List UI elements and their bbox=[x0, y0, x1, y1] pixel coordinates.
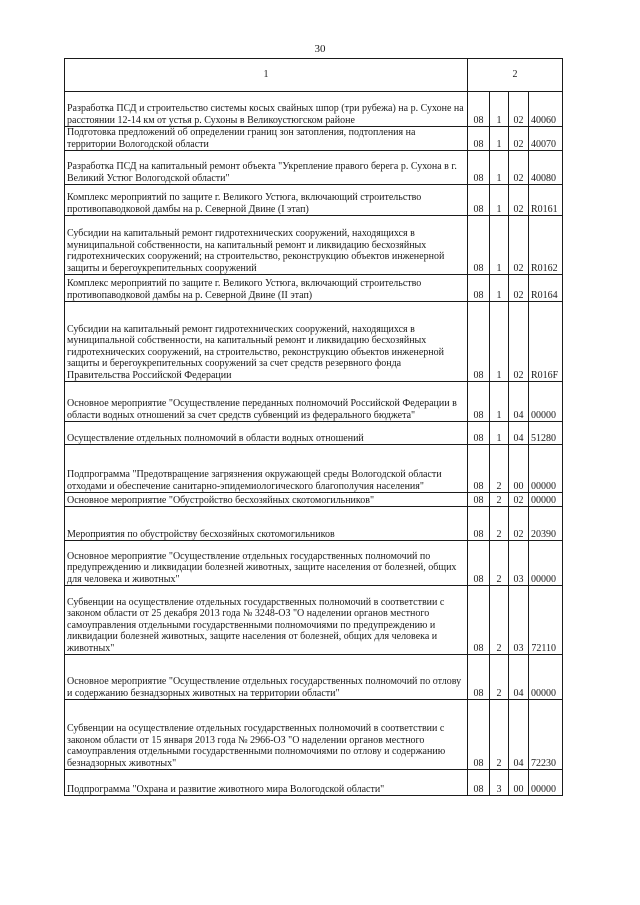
row-sub-code: 02 bbox=[509, 185, 529, 216]
row-section-code: 08 bbox=[468, 700, 490, 770]
table-row bbox=[65, 275, 563, 302]
row-section-code: 08 bbox=[468, 586, 490, 655]
row-group-code: 2 bbox=[490, 655, 509, 700]
table-row bbox=[65, 151, 563, 185]
row-group-code: 1 bbox=[490, 302, 509, 382]
row-target-code: 00000 bbox=[529, 655, 563, 700]
row-group-code: 2 bbox=[490, 541, 509, 586]
row-sub-code: 02 bbox=[509, 151, 529, 185]
table-row bbox=[65, 216, 563, 275]
row-sub-code: 02 bbox=[509, 493, 529, 507]
row-section-code: 08 bbox=[468, 185, 490, 216]
row-section-code: 08 bbox=[468, 507, 490, 541]
row-sub-code: 02 bbox=[509, 507, 529, 541]
row-target-code: 40080 bbox=[529, 151, 563, 185]
table-row bbox=[65, 445, 563, 493]
row-sub-code: 00 bbox=[509, 770, 529, 796]
header-col-2: 2 bbox=[468, 59, 563, 92]
row-section-code: 08 bbox=[468, 151, 490, 185]
row-target-code: 40060 bbox=[529, 92, 563, 127]
header-col-1: 1 bbox=[65, 59, 468, 92]
row-section-code: 08 bbox=[468, 445, 490, 493]
row-section-code: 08 bbox=[468, 770, 490, 796]
row-group-code: 2 bbox=[490, 586, 509, 655]
row-group-code: 1 bbox=[490, 185, 509, 216]
row-name: Мероприятия по обустройству бесхозяйных скотомогильников bbox=[65, 507, 468, 541]
budget-table bbox=[64, 58, 563, 796]
row-group-code: 1 bbox=[490, 92, 509, 127]
table-row bbox=[65, 586, 563, 655]
table-row bbox=[65, 92, 563, 127]
row-target-code: 00000 bbox=[529, 382, 563, 422]
row-name: Комплекс мероприятий по защите г. Великого Устюга, включающий строительство противопаводковой дамбы на р. Северной Двине (I этап) bbox=[65, 185, 468, 216]
row-sub-code: 02 bbox=[509, 302, 529, 382]
row-target-code: 00000 bbox=[529, 445, 563, 493]
row-group-code: 2 bbox=[490, 507, 509, 541]
table-row bbox=[65, 302, 563, 382]
row-section-code: 08 bbox=[468, 541, 490, 586]
row-group-code: 1 bbox=[490, 127, 509, 151]
table-row bbox=[65, 493, 563, 507]
row-name: Разработка ПСД и строительство системы косых свайных шпор (три рубежа) на р. Сухоне на расстоянии 12-14 км от устья р. Сухоны в Великоустюгском районе bbox=[65, 92, 468, 127]
table-row bbox=[65, 700, 563, 770]
row-target-code: 00000 bbox=[529, 541, 563, 586]
row-target-code: 72230 bbox=[529, 700, 563, 770]
row-name: Основное мероприятие "Осуществление отдельных государственных полномочий по предупреждению и ликвидации болезней животных, защите населения от болезней, общих для человека и животных" bbox=[65, 541, 468, 586]
row-name: Субсидии на капитальный ремонт гидротехнических сооружений, находящихся в муниципальной собственности, на капитальный ремонт и ликвидацию бесхозяйных гидротехнических сооружений, на строительство, реконструкцию объектов инженерной защиты и берегоукрепительных сооружений за счет средств резервного фонда Правительства Российской Федерации bbox=[65, 302, 468, 382]
row-group-code: 1 bbox=[490, 382, 509, 422]
row-section-code: 08 bbox=[468, 422, 490, 445]
row-section-code: 08 bbox=[468, 493, 490, 507]
table-row bbox=[65, 541, 563, 586]
row-target-code: 00000 bbox=[529, 493, 563, 507]
row-sub-code: 04 bbox=[509, 382, 529, 422]
row-name: Субсидии на капитальный ремонт гидротехнических сооружений, находящихся в муниципальной собственности, на капитальный ремонт и ликвидацию бесхозяйных гидротехнических сооружений; на строительство, реконструкцию объектов инженерной защиты и берегоукрепительных сооружений bbox=[65, 216, 468, 275]
row-sub-code: 00 bbox=[509, 445, 529, 493]
row-target-code: 00000 bbox=[529, 770, 563, 796]
row-sub-code: 04 bbox=[509, 700, 529, 770]
row-sub-code: 02 bbox=[509, 275, 529, 302]
row-name: Основное мероприятие "Обустройство бесхозяйных скотомогильников" bbox=[65, 493, 468, 507]
row-name: Разработка ПСД на капитальный ремонт объекта "Укрепление правого берега р. Сухона в г. Великий Устюг Вологодской области" bbox=[65, 151, 468, 185]
table-row bbox=[65, 507, 563, 541]
table-header-row bbox=[65, 59, 563, 92]
table-row bbox=[65, 382, 563, 422]
row-sub-code: 02 bbox=[509, 92, 529, 127]
row-name: Комплекс мероприятий по защите г. Великого Устюга, включающий строительство противопаводковой дамбы на р. Северной Двине (II этап) bbox=[65, 275, 468, 302]
row-name: Основное мероприятие "Осуществление переданных полномочий Российской Федерации в области водных отношений за счет средств субвенций из федерального бюджета" bbox=[65, 382, 468, 422]
row-section-code: 08 bbox=[468, 216, 490, 275]
row-group-code: 2 bbox=[490, 445, 509, 493]
row-sub-code: 04 bbox=[509, 422, 529, 445]
row-name: Подготовка предложений об определении границ зон затопления, подтопления на территории Вологодской области bbox=[65, 127, 468, 151]
row-group-code: 2 bbox=[490, 700, 509, 770]
row-target-code: 51280 bbox=[529, 422, 563, 445]
row-group-code: 1 bbox=[490, 151, 509, 185]
row-section-code: 08 bbox=[468, 127, 490, 151]
row-target-code: 20390 bbox=[529, 507, 563, 541]
row-group-code: 1 bbox=[490, 275, 509, 302]
row-sub-code: 02 bbox=[509, 216, 529, 275]
row-name: Осуществление отдельных полномочий в области водных отношений bbox=[65, 422, 468, 445]
row-group-code: 1 bbox=[490, 216, 509, 275]
row-group-code: 1 bbox=[490, 422, 509, 445]
row-group-code: 2 bbox=[490, 493, 509, 507]
row-sub-code: 03 bbox=[509, 586, 529, 655]
row-section-code: 08 bbox=[468, 275, 490, 302]
row-target-code: R0161 bbox=[529, 185, 563, 216]
page-number: 30 bbox=[314, 43, 326, 55]
row-target-code: 72110 bbox=[529, 586, 563, 655]
row-name: Субвенции на осуществление отдельных государственных полномочий в соответствии с законом области от 25 декабря 2013 года № 3248-ОЗ "О наделении органов местного самоуправления отдельными государственными полномочиями по предупреждению и ликвидации болезней животных, защите населения от болезней, общих для человека и животных" bbox=[65, 586, 468, 655]
table-row bbox=[65, 422, 563, 445]
table-row bbox=[65, 185, 563, 216]
row-section-code: 08 bbox=[468, 382, 490, 422]
row-target-code: R016F bbox=[529, 302, 563, 382]
row-section-code: 08 bbox=[468, 302, 490, 382]
row-name: Основное мероприятие "Осуществление отдельных государственных полномочий по отлову и содержанию безнадзорных животных на территории области" bbox=[65, 655, 468, 700]
row-target-code: R0162 bbox=[529, 216, 563, 275]
row-name: Субвенции на осуществление отдельных государственных полномочий в соответствии с законом области от 15 января 2013 года № 2966-ОЗ "О наделении органов местного самоуправления отдельными государственными полномочиями по отлову и содержанию безнадзорных животных" bbox=[65, 700, 468, 770]
row-target-code: 40070 bbox=[529, 127, 563, 151]
table-row bbox=[65, 127, 563, 151]
row-name: Подпрограмма "Предотвращение загрязнения окружающей среды Вологодской области отходами и обеспечение санитарно-эпидемиологического благополучия населения" bbox=[65, 445, 468, 493]
row-sub-code: 04 bbox=[509, 655, 529, 700]
row-target-code: R0164 bbox=[529, 275, 563, 302]
row-section-code: 08 bbox=[468, 655, 490, 700]
row-group-code: 3 bbox=[490, 770, 509, 796]
row-section-code: 08 bbox=[468, 92, 490, 127]
row-sub-code: 03 bbox=[509, 541, 529, 586]
table-row bbox=[65, 655, 563, 700]
row-sub-code: 02 bbox=[509, 127, 529, 151]
table-row bbox=[65, 770, 563, 796]
row-name: Подпрограмма "Охрана и развитие животного мира Вологодской области" bbox=[65, 770, 468, 796]
